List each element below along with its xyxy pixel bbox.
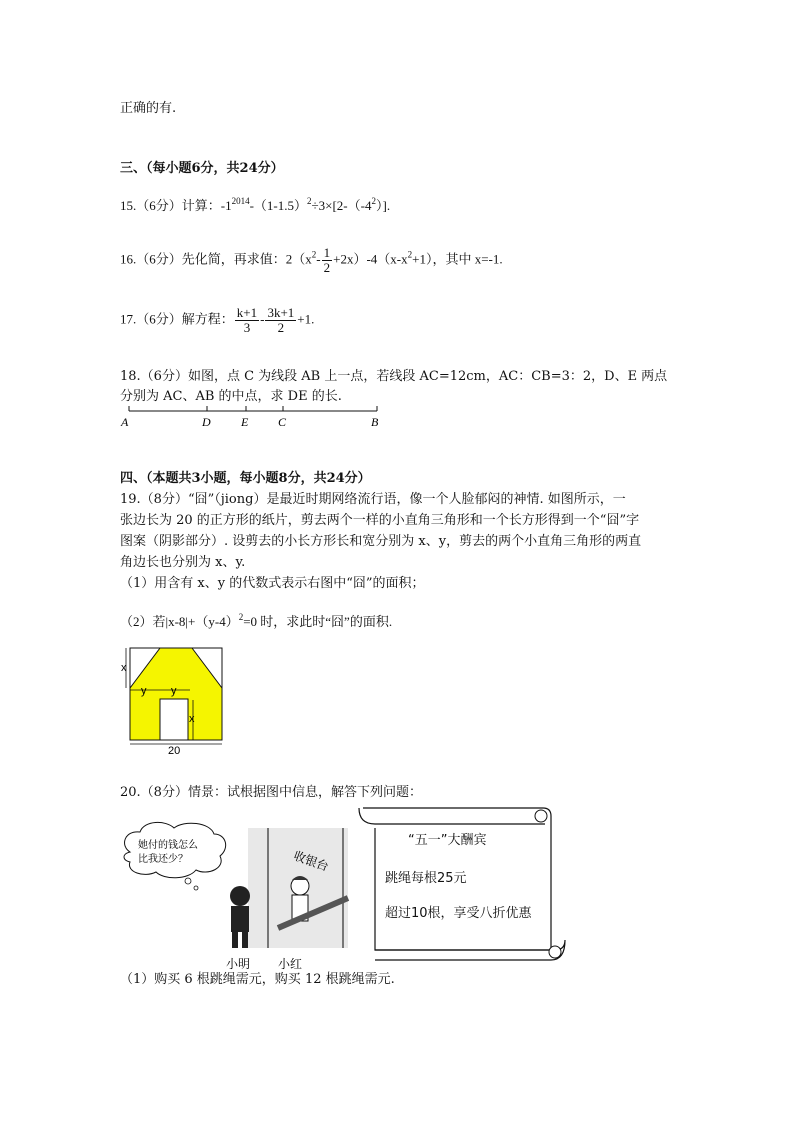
- q18-line1: 18.（6分）如图，点 C 为线段 AB 上一点，若线段 AC=12cm，AC：CB=3：2，D、E 两点: [120, 369, 668, 384]
- q15-tail: ÷3×[2-（-4: [311, 198, 372, 213]
- q15-mid: -（1-1.5）: [249, 198, 308, 213]
- bubble-dot-2: [194, 886, 198, 890]
- scroll-line-2: 超过10根，享受八折优惠: [385, 906, 532, 921]
- jiong-figure: [118, 644, 228, 756]
- label-x-right: x: [189, 713, 195, 725]
- label-y1: y: [141, 685, 147, 697]
- rectangle-cut: [160, 699, 188, 740]
- q17-tail: +1.: [297, 311, 315, 327]
- q19-part2-b: =0 时，求此时“囧”的面积.: [243, 614, 393, 629]
- boy-head: [230, 886, 250, 906]
- bubble-dot-1: [185, 878, 191, 884]
- q19-line2: 张边长为 20 的正方形的纸片，剪去两个一样的小直角三角形和一个长方形得到一个“囧”字: [120, 513, 640, 528]
- boy-leg-left: [232, 932, 238, 948]
- label-d: D: [202, 415, 211, 429]
- q17-prefix: 17.（6分）解方程：: [120, 311, 234, 327]
- q20-part1: （1）购买 6 根跳绳需元，购买 12 根跳绳需元.: [120, 972, 395, 987]
- boy-figure: [230, 886, 250, 948]
- q19-part1: （1）用含有 x、y 的代数式表示右图中“囧”的面积；: [120, 576, 425, 591]
- name-xiaoming: 小明: [226, 957, 251, 971]
- label-y2: y: [171, 685, 177, 697]
- q19-part2-exp: 2: [238, 612, 244, 622]
- label-width: 20: [168, 745, 181, 756]
- scroll-title: “五一”大酬宾: [408, 833, 487, 848]
- question-15: [120, 193, 390, 214]
- q16-mid: +2x）-4（x-x: [333, 251, 408, 267]
- q15-exp1: 2014: [231, 196, 250, 206]
- section-3-heading: 三、（每小题6分，共24分）: [120, 161, 284, 176]
- q16-tail: +1），其中 x=-1.: [412, 251, 503, 267]
- q16-exp2: 2: [407, 249, 413, 260]
- q19-part2: [120, 609, 392, 630]
- scroll-bottom-curl: [549, 946, 561, 958]
- q19-part2-a: （2）若|x-8|+（y-4）: [120, 614, 239, 629]
- boy-leg-right: [242, 932, 248, 948]
- segment-diagram: [115, 404, 390, 434]
- q18-line2: 分别为 AC、AB 的中点，求 DE 的长.: [120, 389, 342, 404]
- section-4-heading: 四、（本题共3小题，每小题8分，共24分）: [120, 471, 371, 486]
- q16-prefix: 16.（6分）先化简，再求值：2（x: [120, 251, 312, 267]
- q17-minus: -: [260, 311, 265, 327]
- q20-line1: 20.（8分）情景：试根据图中信息，解答下列问题：: [120, 785, 422, 800]
- q15-exp2: 2: [307, 196, 312, 206]
- scroll-top-curl: [535, 810, 547, 822]
- q16-exp1: 2: [311, 249, 317, 260]
- label-x-top: x: [121, 662, 127, 674]
- counter-sign: 收银台: [291, 848, 331, 874]
- q15-end: ）].: [375, 198, 391, 213]
- question-16: 16.（6分）先化简，再求值：$2(x^2-$ $\frac{1}{2}$ $+2x)-4(x-x^2+1)$，其中 x=-1.: [120, 245, 503, 275]
- bubble-line-1: 她付的钱怎么: [138, 840, 198, 851]
- label-e: E: [241, 415, 249, 429]
- q19-line1: 19.（8分）“囧”（jiong）是最近时期网络流行语，像一个人脸郁闷的神情. 如图所示，一: [120, 492, 626, 507]
- label-a: A: [121, 415, 129, 429]
- label-b: B: [371, 415, 379, 429]
- intro-tail: 正确的有.: [120, 101, 177, 116]
- q15-exp3: 2: [371, 196, 376, 206]
- q15-prefix: 15.（6分）计算：-1: [120, 198, 232, 213]
- q17-fraction-2: $\frac{3k+1}{2}$: [267, 305, 295, 335]
- q19-line4: 角边长也分别为 x、y.: [120, 555, 246, 570]
- bubble-line-2: 比我还少？: [138, 854, 188, 865]
- label-c: C: [278, 415, 287, 429]
- cartoon-scene: [118, 818, 358, 976]
- name-xiaohong: 小红: [278, 957, 303, 971]
- q17-fraction-1: $\frac{k+1}{3}$: [236, 305, 258, 335]
- q19-line3: 图案（阴影部分）. 设剪去的小长方形长和宽分别为 x、y，剪去的两个小直角三角形的两直: [120, 534, 642, 549]
- question-17: [120, 306, 314, 335]
- boy-body: [231, 906, 249, 932]
- q16-fraction: $\frac{1}{2}$: [323, 245, 331, 275]
- scroll-line-1: 跳绳每根25元: [385, 871, 467, 886]
